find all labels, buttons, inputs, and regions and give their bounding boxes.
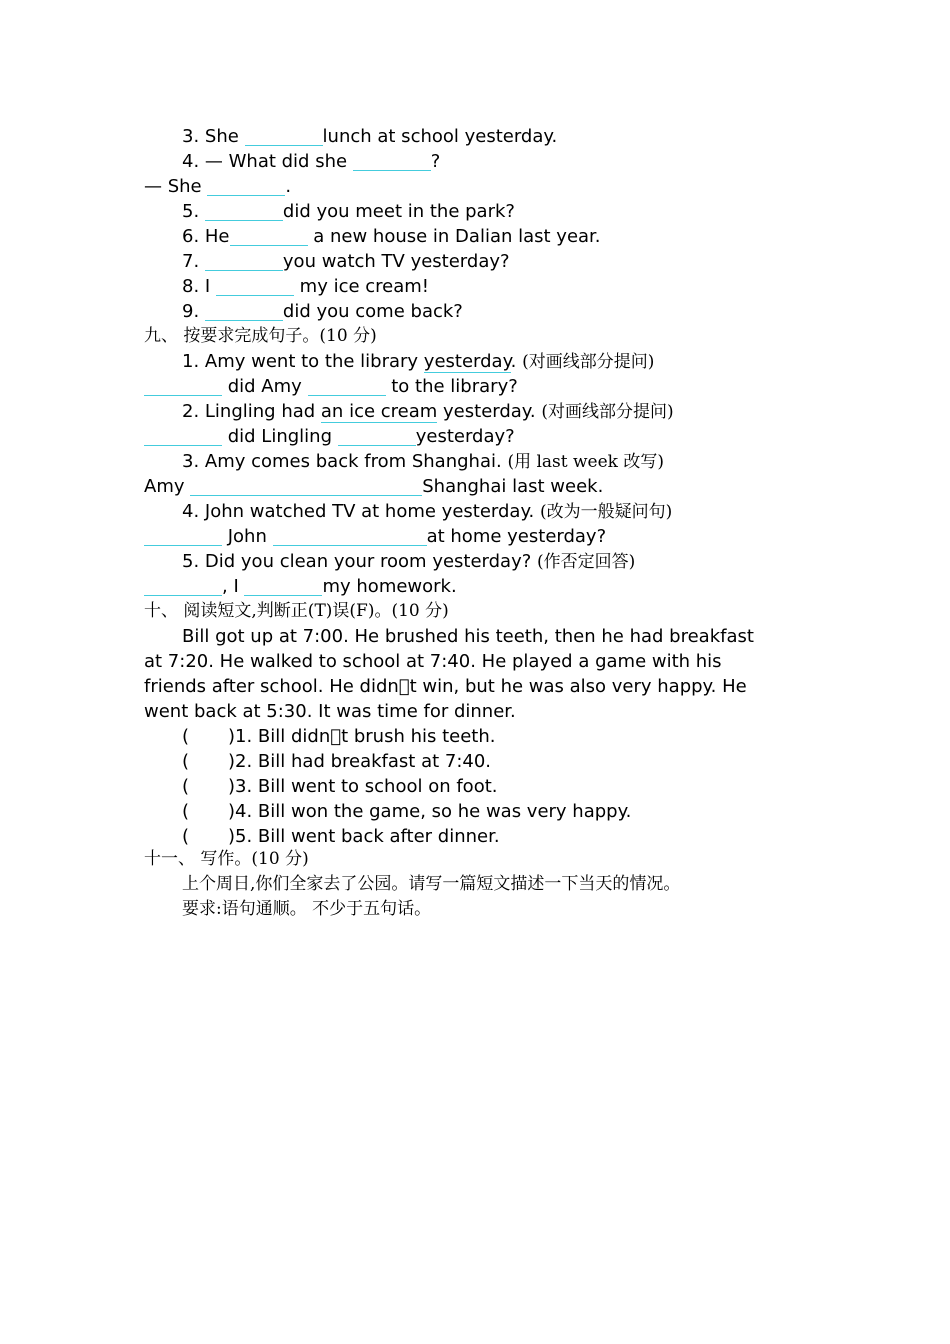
answer-blank[interactable] xyxy=(205,200,283,221)
answer-blank[interactable] xyxy=(308,375,386,396)
tf-item: ( )5. Bill went back after dinner. xyxy=(182,826,500,847)
s8-q4: 4. — What did she ? xyxy=(182,151,441,172)
s8-q9: 9. did you come back? xyxy=(182,301,463,322)
s9-q5-answer: , I my homework. xyxy=(144,574,457,599)
s9-q2-answer: did Lingling yesterday? xyxy=(144,424,515,449)
s8-q5: 5. did you meet in the park? xyxy=(182,201,515,222)
tf-answer-slot[interactable]: ( xyxy=(182,726,190,747)
tf-item: ( )1. Bill didn t brush his teeth. xyxy=(182,726,496,747)
tf-item: ( )2. Bill had breakfast at 7:40. xyxy=(182,751,492,772)
answer-blank[interactable] xyxy=(244,575,322,596)
answer-blank[interactable] xyxy=(144,525,222,546)
underlined-phrase: an ice cream xyxy=(320,401,438,422)
tf-item: ( )4. Bill won the game, so he was very happy. xyxy=(182,801,632,822)
answer-blank[interactable] xyxy=(353,150,431,171)
answer-blank[interactable] xyxy=(216,275,294,296)
s8-q7: 7. you watch TV yesterday? xyxy=(182,251,510,272)
tf-item: ( )3. Bill went to school on foot. xyxy=(182,776,498,797)
s9-q1-answer: did Amy to the library? xyxy=(144,374,518,399)
passage-line: went back at 5:30. It was time for dinner. xyxy=(144,701,516,722)
writing-prompt: 上个周日,你们全家去了公园。请写一篇短文描述一下当天的情况。 xyxy=(182,874,681,894)
tf-answer-slot[interactable]: ( xyxy=(182,801,190,822)
passage-line: Bill got up at 7:00. He brushed his teeth, then he had breakfast xyxy=(182,626,754,647)
answer-blank[interactable] xyxy=(144,575,222,596)
section-10-heading: 十、 阅读短文,判断正(T)误(F)。(10 分) xyxy=(144,601,449,621)
tf-answer-slot[interactable]: ( xyxy=(182,776,190,797)
passage-line: at 7:20. He walked to school at 7:40. He played a game with his xyxy=(144,651,722,672)
writing-requirement: 要求:语句通顺。 不少于五句话。 xyxy=(182,899,432,919)
s9-q3-answer: Amy Shanghai last week. xyxy=(144,476,604,497)
answer-blank[interactable] xyxy=(190,475,422,496)
s9-q4: 4. John watched TV at home yesterday. (改为一般疑问句) xyxy=(182,501,673,522)
tf-answer-slot[interactable]: ( xyxy=(182,751,190,772)
s9-q3: 3. Amy comes back from Shanghai. (用 last week 改写) xyxy=(182,451,665,472)
section-11-heading: 十一、 写作。(10 分) xyxy=(144,849,309,869)
s9-q4-answer: John at home yesterday? xyxy=(144,524,606,549)
s8-q3: 3. She lunch at school yesterday. xyxy=(182,126,558,147)
s9-q1: 1. Amy went to the library yesterday. (对画线部分提问) xyxy=(182,351,655,372)
answer-blank[interactable] xyxy=(338,425,416,446)
answer-blank[interactable] xyxy=(207,175,285,196)
s8-q6: 6. He a new house in Dalian last year. xyxy=(182,226,601,247)
s9-q5: 5. Did you clean your room yesterday? (作否定回答) xyxy=(182,551,636,572)
answer-blank[interactable] xyxy=(230,225,308,246)
s8-q4-reply: — She . xyxy=(144,176,292,197)
tf-answer-slot[interactable]: ( xyxy=(182,826,190,847)
answer-blank[interactable] xyxy=(245,125,323,146)
answer-blank[interactable] xyxy=(205,250,283,271)
answer-blank[interactable] xyxy=(144,425,222,446)
answer-blank[interactable] xyxy=(205,300,283,321)
answer-blank[interactable] xyxy=(273,525,427,546)
s8-q8: 8. I my ice cream! xyxy=(182,276,430,297)
underlined-phrase: yesterday xyxy=(423,351,511,372)
section-9-heading: 九、 按要求完成句子。(10 分) xyxy=(144,326,377,346)
answer-blank[interactable] xyxy=(144,375,222,396)
passage-line: friends after school. He didn t win, but he was also very happy. He xyxy=(144,676,747,697)
s9-q2: 2. Lingling had an ice cream yesterday. (对画线部分提问) xyxy=(182,401,674,422)
